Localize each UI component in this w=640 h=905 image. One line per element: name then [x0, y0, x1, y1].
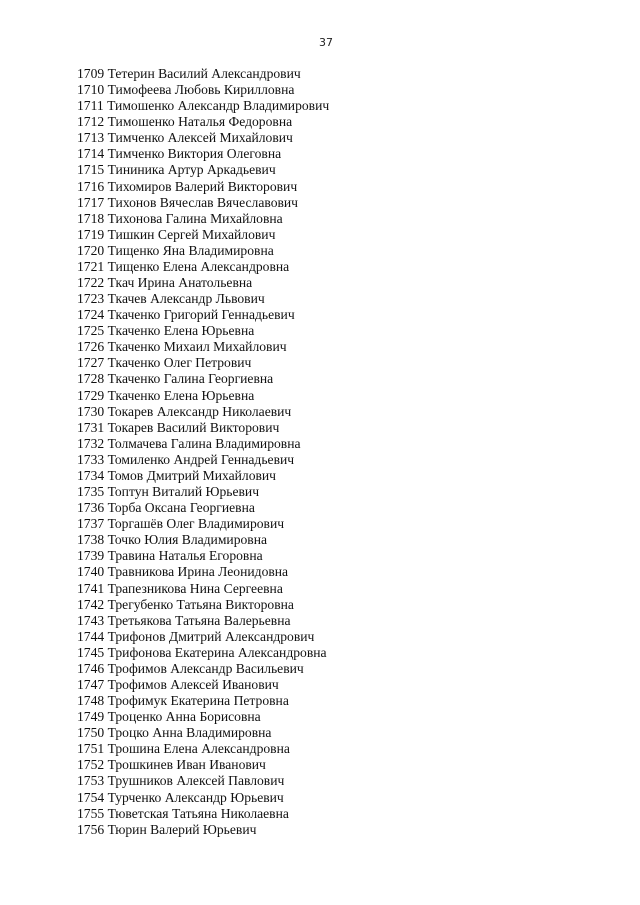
list-item: 1742 Трегубенко Татьяна Викторовна	[77, 596, 294, 612]
list-item: 1722 Ткач Ирина Анатольевна	[77, 275, 253, 291]
list-item: 1728 Ткаченко Галина Георгиевна	[77, 371, 274, 387]
list-item: 1753 Трушников Алексей Павлович	[77, 773, 285, 789]
list-item: 1712 Тимошенко Наталья Федоровна	[77, 114, 293, 130]
list-item: 1745 Трифонова Екатерина Александровна	[77, 644, 327, 660]
list-item: 1709 Тетерин Василий Александрович	[77, 66, 301, 81]
list-item: 1747 Трофимов Алексей Иванович	[77, 676, 279, 692]
list-item: 1718 Тихонова Галина Михайловна	[77, 210, 283, 226]
list-item: 1723 Ткачев Александр Львович	[77, 291, 265, 307]
list-item: 1739 Травина Наталья Егоровна	[77, 548, 263, 564]
list-item: 1756 Тюрин Валерий Юрьевич	[77, 821, 257, 837]
name-list	[77, 66, 329, 838]
list-item: 1721 Тищенко Елена Александровна	[77, 258, 290, 274]
list-item: 1738 Точко Юлия Владимировна	[77, 532, 268, 548]
list-item: 1719 Тишкин Сергей Михайлович	[77, 226, 276, 242]
list-item: 1714 Тимченко Виктория Олеговна	[77, 146, 282, 162]
list-item: 1737 Торгашёв Олег Владимирович	[77, 516, 285, 532]
list-item: 1746 Трофимов Александр Васильевич	[77, 660, 304, 676]
list-item: 1732 Толмачева Галина Владимировна	[77, 435, 301, 451]
list-item: 1731 Токарев Василий Викторович	[77, 419, 280, 435]
list-item: 1740 Травникова Ирина Леонидовна	[77, 564, 289, 580]
list-item: 1743 Третьякова Татьяна Валерьевна	[77, 612, 291, 628]
list-item: 1744 Трифонов Дмитрий Александрович	[77, 628, 315, 644]
list-item: 1734 Томов Дмитрий Михайлович	[77, 467, 277, 483]
list-item: 1715 Тининика Артур Аркадьевич	[77, 162, 276, 178]
list-item: 1748 Трофимук Екатерина Петровна	[77, 693, 289, 709]
list-item: 1711 Тимошенко Александр Владимирович	[77, 98, 330, 114]
list-item: 1751 Трошина Елена Александровна	[77, 741, 290, 757]
list-item: 1726 Ткаченко Михаил Михайлович	[77, 339, 287, 355]
list-item: 1730 Токарев Александр Николаевич	[77, 403, 292, 419]
list-item: 1729 Ткаченко Елена Юрьевна	[77, 387, 255, 403]
list-item: 1735 Топтун Виталий Юрьевич	[77, 484, 260, 500]
page-number: 37	[319, 36, 333, 49]
list-item: 1741 Трапезникова Нина Сергеевна	[77, 580, 283, 596]
list-item: 1752 Трошкинев Иван Иванович	[77, 757, 266, 773]
list-item: 1717 Тихонов Вячеслав Вячеславович	[77, 194, 299, 210]
list-item: 1754 Турченко Александр Юрьевич	[77, 789, 284, 805]
list-item: 1755 Тюветская Татьяна Николаевна	[77, 805, 289, 821]
list-item: 1720 Тищенко Яна Владимировна	[77, 242, 274, 258]
list-item: 1733 Томиленко Андрей Геннадьевич	[77, 451, 295, 467]
list-item: 1750 Троцко Анна Владимировна	[77, 725, 272, 741]
list-item: 1725 Ткаченко Елена Юрьевна	[77, 323, 255, 339]
list-item: 1727 Ткаченко Олег Петрович	[77, 355, 252, 371]
list-item: 1736 Торба Оксана Георгиевна	[77, 500, 255, 516]
list-item: 1713 Тимченко Алексей Михайлович	[77, 130, 293, 146]
list-item: 1749 Троценко Анна Борисовна	[77, 709, 261, 725]
list-item: 1724 Ткаченко Григорий Геннадьевич	[77, 307, 295, 323]
list-item: 1710 Тимофеева Любовь Кирилловна	[77, 82, 295, 98]
list-item: 1716 Тихомиров Валерий Викторович	[77, 178, 298, 194]
